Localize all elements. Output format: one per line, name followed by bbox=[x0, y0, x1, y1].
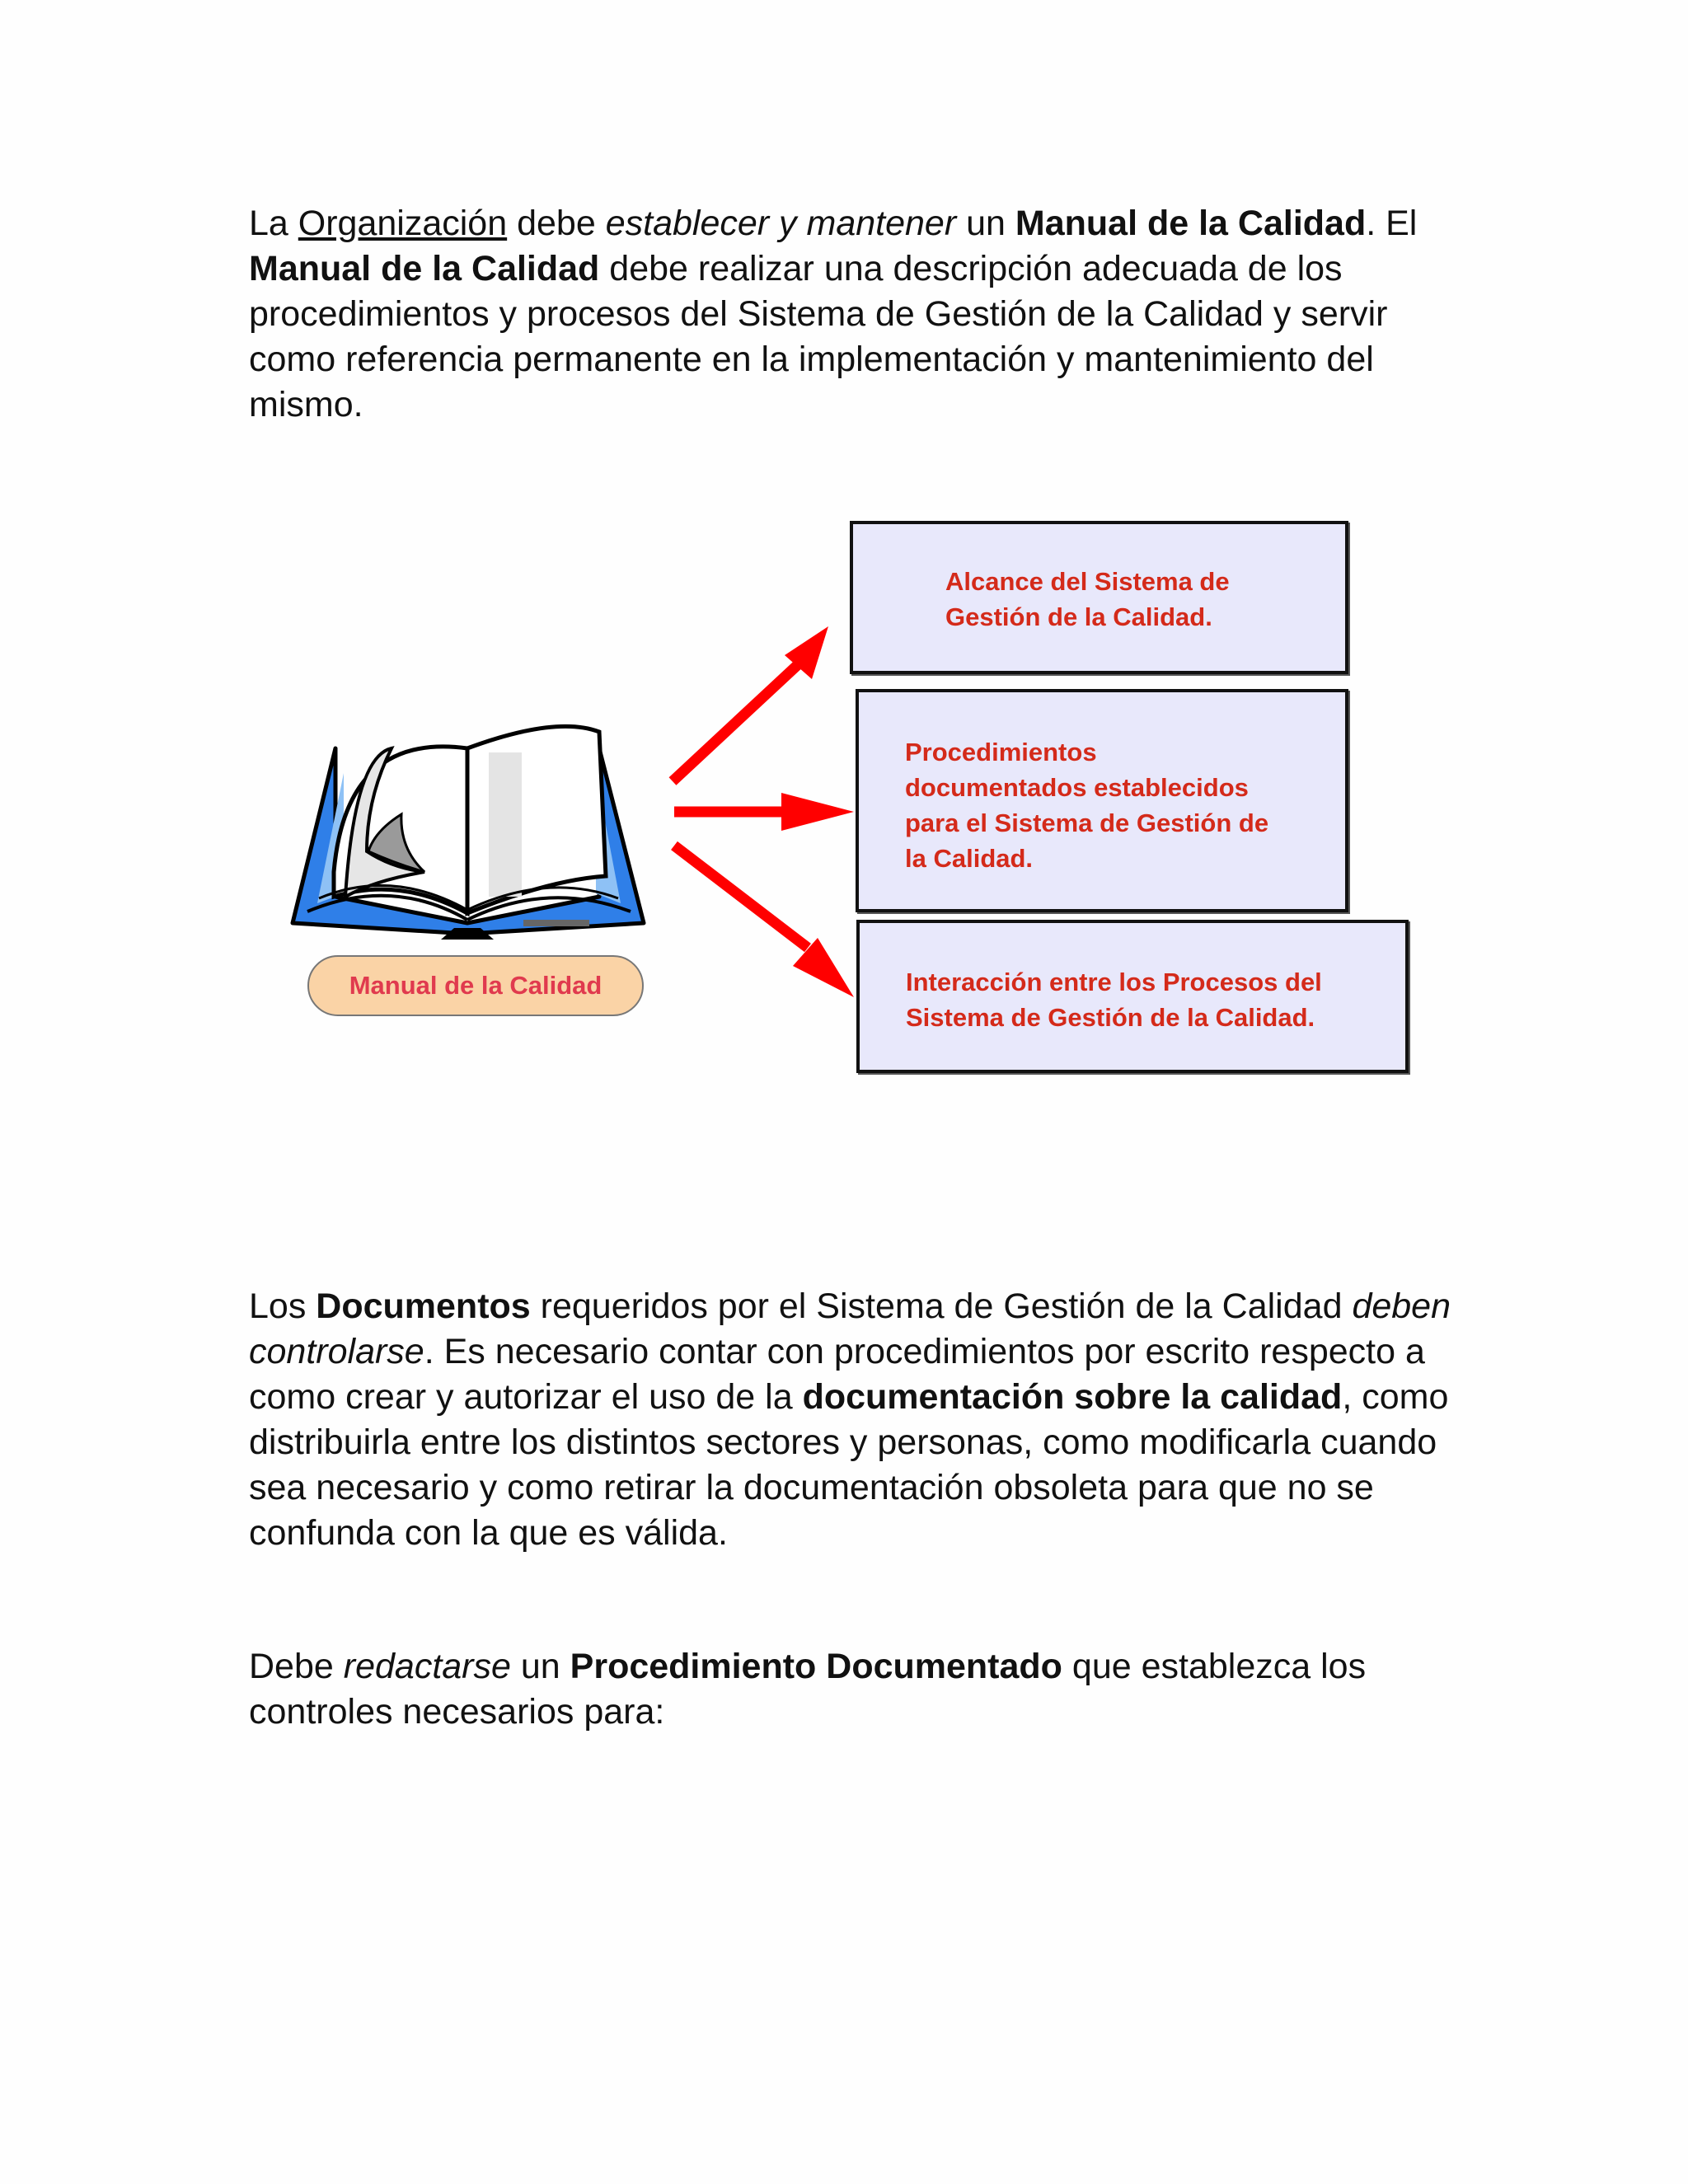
manual-label-badge: Manual de la Calidad bbox=[307, 955, 644, 1016]
intro-paragraph bbox=[249, 201, 1452, 428]
text-run: . Es necesario contar con procedimientos por escrito respecto a como crear y autorizar el uso de la bbox=[249, 1332, 1425, 1417]
text-run: debe bbox=[507, 204, 606, 243]
arrow-to-procedimientos bbox=[674, 793, 854, 831]
documentos-paragraph bbox=[249, 1284, 1452, 1556]
text-run: . El bbox=[1366, 204, 1418, 243]
documentacion-term: documentación sobre la calidad bbox=[802, 1377, 1343, 1417]
text-run: , como distribuirla entre los distintos sectores y personas, como modificarla cuando sea necesario y como retirar la documentación obsoleta para que no se confunda con la que es válida. bbox=[249, 1377, 1449, 1553]
arrow-to-interaccion bbox=[674, 846, 854, 997]
box-line: la Calidad. bbox=[905, 844, 1034, 873]
procedimiento-term: Procedimiento Documentado bbox=[570, 1647, 1062, 1686]
box-line: para el Sistema de Gestión de bbox=[905, 808, 1269, 837]
procedimiento-paragraph bbox=[249, 1644, 1452, 1735]
arrows-diagram bbox=[659, 610, 874, 1005]
establecer-term: establecer y mantener bbox=[605, 204, 957, 243]
text-run: un bbox=[956, 204, 1015, 243]
organizacion-term: Organización bbox=[298, 204, 508, 243]
text-run: Debe bbox=[249, 1647, 344, 1686]
box-line: documentados establecidos bbox=[905, 773, 1249, 802]
arrow-to-alcance bbox=[673, 626, 828, 781]
manual-term: Manual de la Calidad bbox=[1015, 204, 1367, 243]
text-run: requeridos por el Sistema de Gestión de la Calidad bbox=[530, 1286, 1353, 1326]
box-line: Interacción entre los Procesos del bbox=[906, 968, 1322, 996]
text-run: Los bbox=[249, 1286, 316, 1326]
procedimientos-box bbox=[856, 689, 1348, 912]
text-run: debe realizar una descripción adecuada de los procedimientos y procesos del Sistema de Gestión de la Calidad y servir como referencia permanente en la implementación y mantenimiento del mismo. bbox=[249, 249, 1388, 424]
box-line: Gestión de la Calidad. bbox=[945, 602, 1212, 631]
alcance-box bbox=[850, 521, 1348, 674]
text-run: La bbox=[249, 204, 298, 243]
deben-term: deben controlarse bbox=[249, 1286, 1451, 1371]
redactarse-term: redactarse bbox=[343, 1647, 511, 1686]
manual-term: Manual de la Calidad bbox=[249, 249, 600, 288]
box-line: Alcance del Sistema de bbox=[945, 567, 1230, 596]
box-line: Sistema de Gestión de la Calidad. bbox=[906, 1003, 1315, 1032]
interaccion-box bbox=[856, 920, 1409, 1073]
open-book-icon bbox=[276, 707, 663, 940]
box-line: Procedimientos bbox=[905, 738, 1097, 766]
text-run: un bbox=[510, 1647, 570, 1686]
text-run: que establezca los controles necesarios para: bbox=[249, 1647, 1367, 1732]
documentos-term: Documentos bbox=[316, 1286, 531, 1326]
